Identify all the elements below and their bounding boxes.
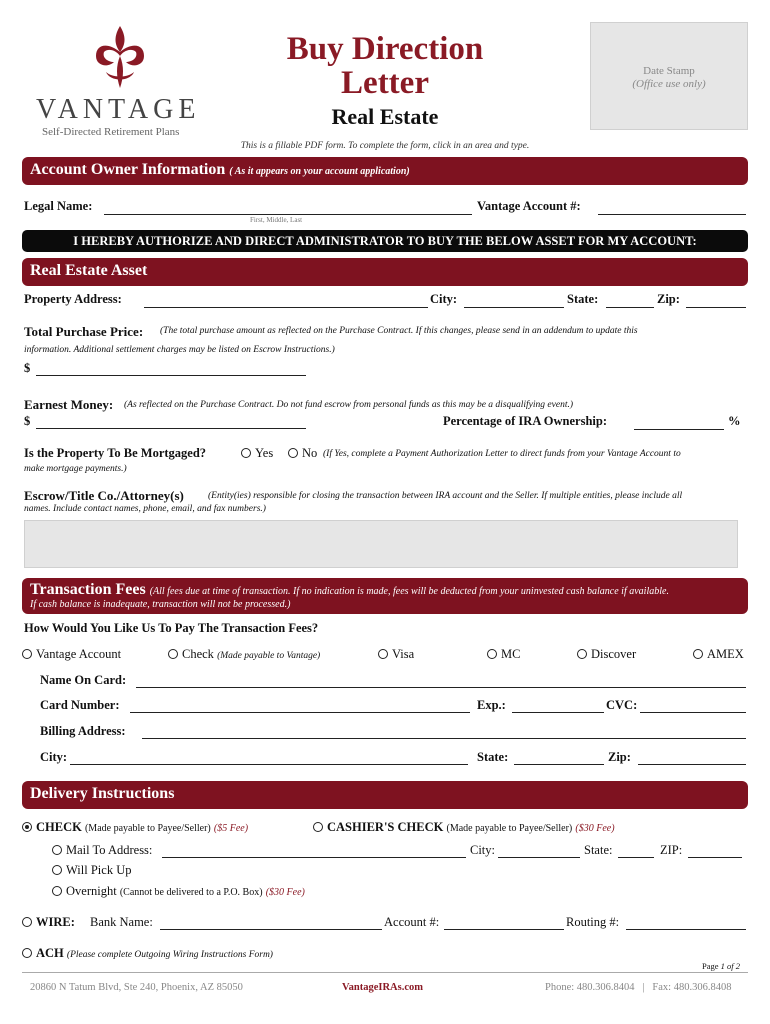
billing-address-field[interactable]: [142, 724, 746, 739]
legal-name-field[interactable]: [104, 200, 472, 215]
property-city-label: City:: [430, 292, 458, 306]
escrow-label: Escrow/Title Co./Attorney(s): [24, 488, 184, 503]
vantage-account-field[interactable]: [598, 200, 746, 215]
footer-address: 20860 N Tatum Blvd, Ste 240, Phoenix, AZ 85050: [30, 982, 243, 993]
radio-icon: [577, 649, 587, 659]
ach-note: (Please complete Outgoing Wiring Instructions Form): [66, 950, 273, 960]
delivery-check-note: (Made payable to Payee/Seller): [84, 823, 211, 834]
radio-icon: [52, 845, 62, 855]
date-stamp-note: (Office use only): [632, 78, 706, 90]
mail-to-option[interactable]: [52, 843, 152, 858]
fee-option-check[interactable]: [168, 647, 320, 662]
delivery-check-label: CHECK: [36, 820, 82, 834]
fee-option-mc-label: MC: [501, 647, 521, 661]
radio-icon: [487, 649, 497, 659]
radio-icon: [241, 448, 251, 458]
fee-payment-question: How Would You Like Us To Pay The Transaction Fees?: [24, 621, 319, 635]
vantage-account-label: Vantage Account #:: [477, 199, 581, 213]
card-number-field[interactable]: [130, 698, 470, 713]
fee-option-check-label: Check: [182, 647, 214, 661]
form-title-line1: Buy Direction: [286, 31, 484, 67]
property-state-field[interactable]: [606, 293, 654, 308]
name-on-card-field[interactable]: [136, 673, 746, 688]
page-current: 1: [720, 961, 725, 971]
delivery-cashiers-option[interactable]: [313, 820, 615, 835]
bank-name-field[interactable]: [160, 915, 382, 930]
overnight-note: (Cannot be delivered to a P.O. Box): [119, 887, 263, 898]
overnight-label: Overnight: [66, 884, 117, 898]
delivery-instructions-title: Delivery Instructions: [30, 785, 175, 802]
earnest-money-field[interactable]: [36, 414, 306, 429]
fee-option-check-note: (Made payable to Vantage): [217, 651, 321, 661]
overnight-option[interactable]: [52, 884, 305, 899]
transaction-fees-note-cont: If cash balance is inadequate, transaction will not be processed.): [30, 599, 291, 610]
property-address-label: Property Address:: [24, 292, 122, 306]
total-purchase-price-note: (The total purchase amount as reflected on the Purchase Contract. If this changes, please send in an addendum to update this: [160, 326, 638, 336]
fee-option-discover[interactable]: [577, 647, 636, 662]
fee-option-visa-label: Visa: [392, 647, 415, 661]
form-subtitle: Real Estate: [331, 104, 439, 129]
radio-icon: [378, 649, 388, 659]
real-estate-asset-header: [22, 258, 748, 286]
total-purchase-price-label: Total Purchase Price:: [24, 324, 144, 339]
delivery-check-fee: ($5 Fee): [213, 823, 249, 834]
footer-website[interactable]: VantageIRAs.com: [342, 982, 423, 993]
fee-option-amex-label: AMEX: [707, 647, 744, 661]
footer-contact: [545, 982, 731, 993]
radio-icon: [288, 448, 298, 458]
date-stamp-box: [590, 22, 748, 130]
billing-state-field[interactable]: [514, 750, 604, 765]
date-stamp-label: Date Stamp: [643, 65, 695, 77]
earnest-money-dollar: $: [24, 414, 31, 428]
card-cvc-label: CVC:: [606, 698, 638, 712]
earnest-money-label: Earnest Money:: [24, 397, 114, 412]
billing-zip-label: Zip:: [608, 750, 631, 764]
mail-to-label: Mail To Address:: [66, 843, 153, 857]
property-address-field[interactable]: [144, 293, 428, 308]
will-pick-up-label: Will Pick Up: [66, 863, 132, 877]
legal-name-label: Legal Name:: [24, 199, 93, 213]
ira-ownership-pct: %: [728, 414, 741, 428]
card-cvc-field[interactable]: [640, 698, 746, 713]
wire-option[interactable]: [22, 915, 75, 930]
mail-city-label: City:: [470, 843, 496, 857]
purchase-price-dollar: $: [24, 361, 31, 375]
transaction-fees-header: [22, 578, 748, 614]
wire-label: WIRE:: [36, 915, 75, 929]
page-total: of 2: [727, 961, 741, 971]
fee-option-mc[interactable]: [487, 647, 520, 662]
delivery-instructions-header: [22, 781, 748, 809]
mail-to-field[interactable]: [162, 843, 466, 858]
brand-name: VANTAGE: [36, 94, 201, 125]
account-owner-header: [22, 157, 748, 185]
property-zip-label: Zip:: [657, 292, 680, 306]
bank-name-label: Bank Name:: [90, 915, 153, 929]
property-city-field[interactable]: [464, 293, 564, 308]
ira-ownership-label: Percentage of IRA Ownership:: [443, 414, 607, 428]
billing-city-field[interactable]: [70, 750, 468, 765]
radio-selected-icon: [22, 822, 32, 832]
mail-zip-field[interactable]: [688, 843, 742, 858]
delivery-cashiers-fee: ($30 Fee): [575, 823, 615, 834]
radio-icon: [22, 948, 32, 958]
mortgage-no-option[interactable]: [288, 446, 317, 461]
wire-account-label: Account #:: [384, 915, 440, 929]
billing-state-label: State:: [477, 750, 509, 764]
property-zip-field[interactable]: [686, 293, 746, 308]
mortgage-label: Is the Property To Be Mortgaged?: [24, 446, 207, 460]
escrow-details-field[interactable]: [24, 520, 738, 568]
delivery-cashiers-label: CASHIER'S CHECK: [327, 820, 444, 834]
brand-tagline: Self-Directed Retirement Plans: [42, 126, 180, 138]
fee-option-amex[interactable]: [693, 647, 744, 662]
delivery-cashiers-note: (Made payable to Payee/Seller): [446, 823, 573, 834]
transaction-fees-title: Transaction Fees: [30, 581, 146, 598]
radio-icon: [22, 649, 32, 659]
footer-phone: Phone: 480.306.8404: [545, 982, 635, 993]
radio-icon: [313, 822, 323, 832]
fee-option-visa[interactable]: [378, 647, 414, 662]
radio-icon: [52, 886, 62, 896]
fleur-logo-icon: [90, 22, 150, 92]
name-on-card-label: Name On Card:: [40, 673, 127, 687]
routing-label: Routing #:: [566, 915, 620, 929]
ira-ownership-field[interactable]: [634, 415, 724, 430]
routing-field[interactable]: [626, 915, 746, 930]
card-exp-label: Exp.:: [477, 698, 506, 712]
page-prefix: Page: [702, 961, 719, 971]
card-exp-field[interactable]: [512, 698, 604, 713]
fee-option-vantage-label: Vantage Account: [36, 647, 122, 661]
ach-label: ACH: [36, 946, 64, 960]
mortgage-note: (If Yes, complete a Payment Authorization Letter to direct funds from your Vantage Account to: [323, 449, 681, 459]
mortgage-yes-label: Yes: [255, 446, 274, 460]
mail-state-field[interactable]: [618, 843, 654, 858]
earnest-money-note: (As reflected on the Purchase Contract. Do not fund escrow from personal funds as this may be a disqualifying event.): [124, 400, 573, 410]
mail-zip-label: ZIP:: [660, 843, 683, 857]
mail-city-field[interactable]: [498, 843, 580, 858]
legal-name-hint: First, Middle, Last: [250, 216, 303, 224]
mortgage-note-cont: make mortgage payments.): [24, 464, 127, 474]
mortgage-no-label: No: [302, 446, 318, 460]
authorize-text: I HEREBY AUTHORIZE AND DIRECT ADMINISTRATOR TO BUY THE BELOW ASSET FOR MY ACCOUNT:: [73, 234, 697, 248]
property-state-label: State:: [567, 292, 599, 306]
form-title-line2: Letter: [341, 65, 429, 101]
wire-account-field[interactable]: [444, 915, 564, 930]
account-owner-title: Account Owner Information: [30, 161, 226, 178]
ach-option[interactable]: [22, 946, 273, 961]
vantage-logo: [28, 22, 208, 142]
billing-city-label: City:: [40, 750, 68, 764]
overnight-fee: ($30 Fee): [265, 887, 305, 898]
purchase-price-field[interactable]: [36, 361, 306, 376]
radio-icon: [52, 865, 62, 875]
mail-state-label: State:: [584, 843, 613, 857]
mortgage-yes-option[interactable]: [241, 446, 273, 461]
will-pick-up-option[interactable]: [52, 863, 131, 878]
radio-icon: [693, 649, 703, 659]
delivery-check-option[interactable]: [22, 820, 248, 835]
page-number: [702, 961, 740, 971]
card-number-label: Card Number:: [40, 698, 120, 712]
total-purchase-price-note-cont: information. Additional settlement charges may be listed on Escrow Instructions.): [24, 345, 335, 355]
billing-address-label: Billing Address:: [40, 724, 126, 738]
radio-icon: [168, 649, 178, 659]
authorize-banner: [22, 230, 748, 252]
real-estate-asset-title: Real Estate Asset: [30, 262, 148, 279]
footer-separator: |: [642, 982, 645, 993]
escrow-note: (Entity(ies) responsible for closing the transaction between IRA account and the Seller. If multiple entities, please include all: [208, 491, 683, 501]
escrow-note-cont: names. Include contact names, phone, email, and fax numbers.): [24, 504, 266, 514]
fee-option-vantage[interactable]: [22, 647, 121, 662]
radio-icon: [22, 917, 32, 927]
transaction-fees-note: (All fees due at time of transaction. If no indication is made, fees will be deducted from your uninvested cash balance if available.: [149, 586, 669, 597]
account-owner-note: ( As it appears on your account application): [229, 166, 410, 177]
footer-rule: [22, 972, 748, 973]
billing-zip-field[interactable]: [638, 750, 746, 765]
footer-fax: Fax: 480.306.8408: [652, 982, 732, 993]
fee-option-discover-label: Discover: [591, 647, 637, 661]
form-instructions: This is a fillable PDF form. To complete the form, click in an area and type.: [240, 141, 530, 151]
